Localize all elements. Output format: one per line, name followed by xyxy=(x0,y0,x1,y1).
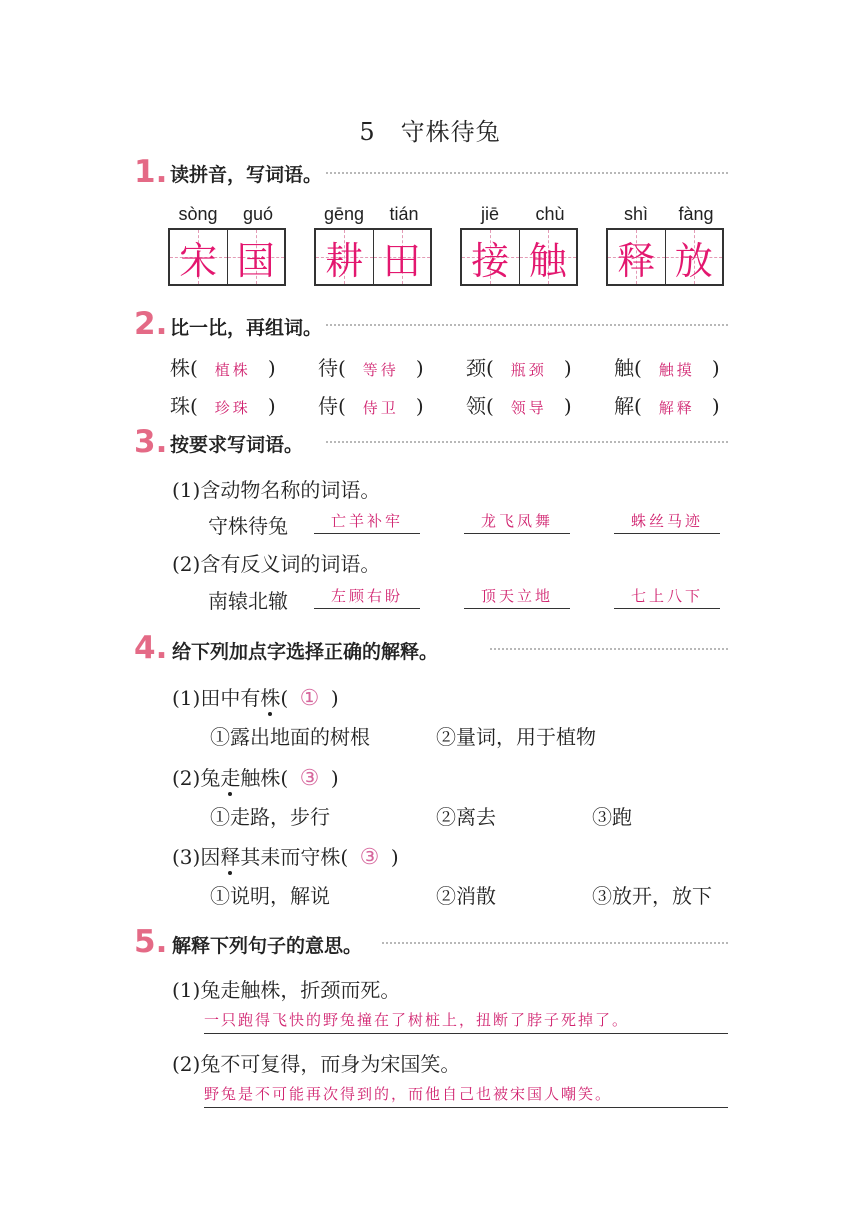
writing-cell: 国 xyxy=(227,230,285,284)
answer-line: 一只跑得飞快的野兔撞在了树桩上，扭断了脖子死掉了。 xyxy=(204,1008,728,1034)
writing-box xyxy=(168,228,286,286)
writing-cell: 释 xyxy=(608,230,665,284)
question: (2)兔走触株( ③ ) xyxy=(172,766,339,791)
pinyin: chù xyxy=(535,204,565,224)
writing-cell: 触 xyxy=(519,230,577,284)
option: ①走路，步行 xyxy=(210,805,330,829)
option: ①露出地面的树根 xyxy=(210,725,370,749)
word-pair: 颈( 瓶颈 ) xyxy=(466,356,572,380)
word-pair: 解( 解释 ) xyxy=(614,394,720,418)
pinyin: tián xyxy=(389,204,419,224)
option: ②离去 xyxy=(436,805,496,829)
section-2-number: 2. xyxy=(134,306,168,342)
answer-line: 蛛丝马迹 xyxy=(614,510,720,534)
section-4-label: 给下列加点字选择正确的解释。 xyxy=(172,641,439,663)
writing-box xyxy=(314,228,432,286)
writing-box xyxy=(606,228,724,286)
pinyin: sòng xyxy=(178,204,218,224)
section-1-divider xyxy=(326,172,728,174)
answer-line: 顶天立地 xyxy=(464,585,570,609)
example-word: 守株待兔 xyxy=(208,514,288,538)
answer-line: 亡羊补牢 xyxy=(314,510,420,534)
writing-box xyxy=(460,228,578,286)
question: (1)田中有株( ① ) xyxy=(172,686,339,711)
pinyin: guó xyxy=(242,204,274,224)
section-3-label: 按要求写词语。 xyxy=(170,434,304,456)
word-pair: 领( 领导 ) xyxy=(466,394,572,418)
answer-line: 左顾右盼 xyxy=(314,585,420,609)
section-2-divider xyxy=(326,324,728,326)
writing-cell: 放 xyxy=(665,230,723,284)
writing-cell: 接 xyxy=(462,230,519,284)
writing-cell: 田 xyxy=(373,230,431,284)
pinyin: fàng xyxy=(678,204,714,224)
section-5-number: 5. xyxy=(134,924,168,960)
example-word: 南辕北辙 xyxy=(208,589,288,613)
section-5-divider xyxy=(382,942,728,944)
writing-cell: 耕 xyxy=(316,230,373,284)
section-4-divider xyxy=(490,648,728,650)
option: ②量词，用于植物 xyxy=(436,725,596,749)
question: (2)兔不可复得，而身为宋国笑。 xyxy=(172,1052,461,1076)
section-5-label: 解释下列句子的意思。 xyxy=(172,935,363,957)
answer-line: 龙飞凤舞 xyxy=(464,510,570,534)
page-title: 5 守株待兔 xyxy=(359,118,501,146)
word-pair: 珠( 珍珠 ) xyxy=(170,394,276,418)
question: (2)含有反义词的词语。 xyxy=(172,552,381,576)
pinyin: gēng xyxy=(323,204,365,224)
question: (1)兔走触株，折颈而死。 xyxy=(172,978,401,1002)
pinyin: shì xyxy=(623,204,648,224)
option: ③跑 xyxy=(592,805,632,829)
answer-line: 七上八下 xyxy=(614,585,720,609)
option: ②消散 xyxy=(436,884,496,908)
answer-line: 野兔是不可能再次得到的，而他自己也被宋国人嘲笑。 xyxy=(204,1082,728,1108)
pinyin: jiē xyxy=(480,204,499,224)
option: ③放开，放下 xyxy=(592,884,712,908)
word-pair: 待( 等待 ) xyxy=(318,356,424,380)
section-4-number: 4. xyxy=(134,630,168,666)
writing-cell: 宋 xyxy=(170,230,227,284)
word-pair: 株( 植株 ) xyxy=(170,356,276,380)
word-pair: 触( 触摸 ) xyxy=(614,356,720,380)
question: (1)含动物名称的词语。 xyxy=(172,478,381,502)
section-3-divider xyxy=(326,441,728,443)
section-2-label: 比一比，再组词。 xyxy=(170,317,323,339)
question: (3)因释其耒而守株( ③ ) xyxy=(172,845,399,870)
option: ①说明，解说 xyxy=(210,884,330,908)
section-1-number: 1. xyxy=(134,154,168,190)
section-3-number: 3. xyxy=(134,424,168,460)
word-pair: 侍( 侍卫 ) xyxy=(318,394,424,418)
section-1-label: 读拼音，写词语。 xyxy=(170,164,323,186)
